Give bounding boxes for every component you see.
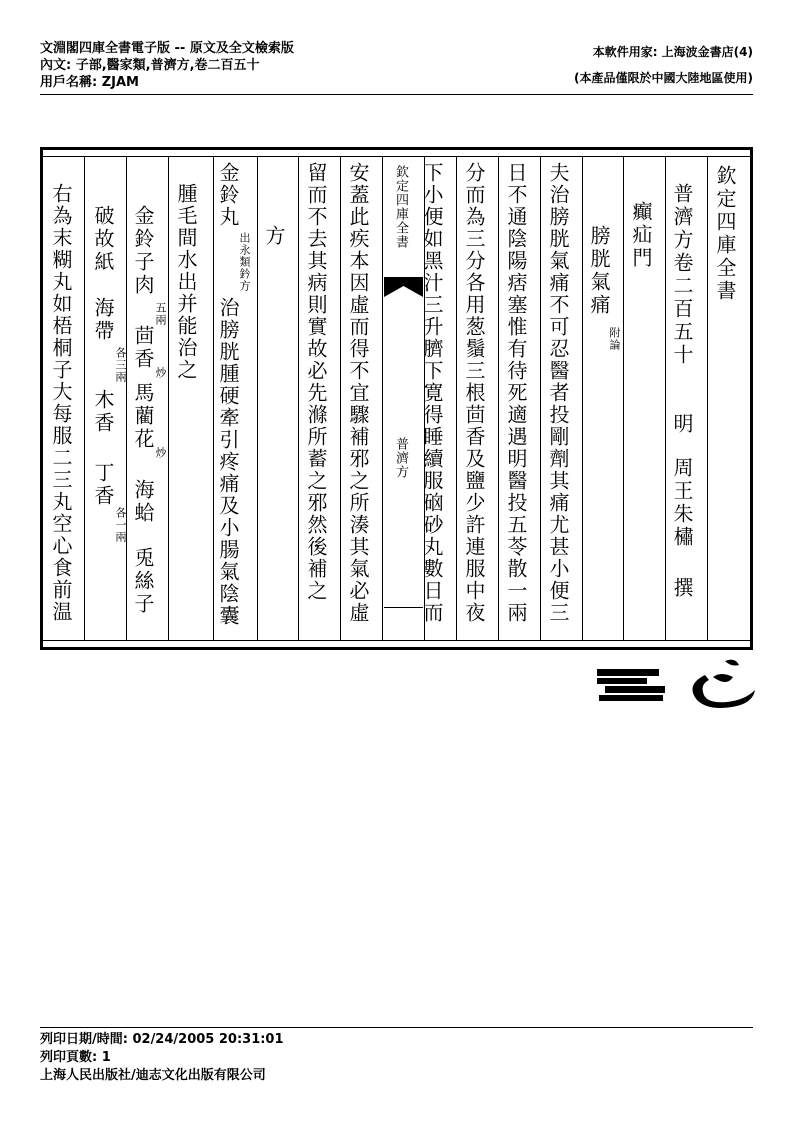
footer-rule [40,1027,753,1028]
ingredient-note: 各一兩 [114,507,127,543]
author-role: 撰 [670,577,694,600]
recipe-source-note: 出永類鈐方 [238,232,251,292]
ingredient: 丁香 [91,462,115,508]
author: 周王朱橚 [670,457,694,549]
ingredient: 木香 [91,389,115,435]
publisher-logo-icon [595,655,755,713]
fishtail-marker [384,277,423,297]
text-column: 夫治膀胱氣痛不可忍醫者投剛劑其痛尤甚小便三 [546,162,570,624]
scan-page-frame [40,147,753,650]
ingredient-note: 炒 [154,447,167,459]
ingredient-note: 五兩 [154,302,167,326]
text-column: 下小便如黑汁三升臍下寛得睡續服硇砂丸數日而 [420,162,444,624]
header-content-path: 內文: 子部,醫家類,普濟方,卷二百五十 [40,58,260,73]
text-column: 留而不去其病則實故必先滌所蓄之邪然後補之 [304,162,328,602]
print-datetime: 列印日期/時間: 02/24/2005 20:31:01 [40,1032,284,1047]
text-column: 腫毛間水出并能治之 [174,183,198,381]
section-title: 癲疝門 [629,201,653,270]
center-book-title: 欽定四庫全書 [393,165,408,249]
recipe-name: 金鈴丸 [216,162,240,228]
volume-title: 普濟方卷二百五十 [670,183,694,367]
ingredient: 海帶 [91,297,115,343]
ingredient-note: 各三兩 [114,347,127,383]
center-divider [384,607,423,608]
ingredient-note: 炒 [154,367,167,379]
recipe-heading: 方 [262,225,286,248]
ingredient: 海蛤 [131,479,155,525]
ingredient: 金鈴子肉 [131,205,155,297]
dynasty: 明 [670,413,694,436]
subsection-title: 膀胱氣痛 [587,225,611,317]
text-column: 分而為三分各用葱鬚三根茴香及鹽少許連服中夜 [462,162,486,624]
recipe-indication: 治膀胱腫硬牽引疼痛及小腸氣陰囊 [216,297,240,627]
text-column: 安蓋此疾本因虛而得不宜驟補邪之所湊其氣必虛 [346,162,370,624]
ingredient: 兎絲子 [131,547,155,616]
header-region-notice: (本產品僅限於中國大陸地區使用) [574,71,753,85]
print-page-count: 列印頁數: 1 [40,1050,111,1065]
ingredient: 茴香 [131,325,155,371]
text-column: 日不通陰陽痞塞惟有待死適遇明醫投五苓散一兩 [504,162,528,624]
text-column: 右為末糊丸如梧桐子大每服二三丸空心食前温 [49,183,73,623]
header-licensee: 本軟件用家: 上海波金書店(4) [592,45,753,59]
publisher-line: 上海人民出版社/迪志文化出版有限公司 [40,1068,266,1083]
subsection-note: 附論 [608,327,621,351]
header-rule [40,94,753,95]
ingredient: 馬藺花 [131,382,155,451]
ingredient: 破故紙 [91,205,115,274]
header-username: 用戶名稱: ZJAM [40,75,139,90]
center-volume-title: 普濟方 [393,437,408,479]
scan-page-content [43,156,750,641]
header-title: 文淵閣四庫全書電子版 -- 原文及全文檢索版 [40,41,294,56]
book-header-title: 欽定四庫全書 [713,165,737,303]
